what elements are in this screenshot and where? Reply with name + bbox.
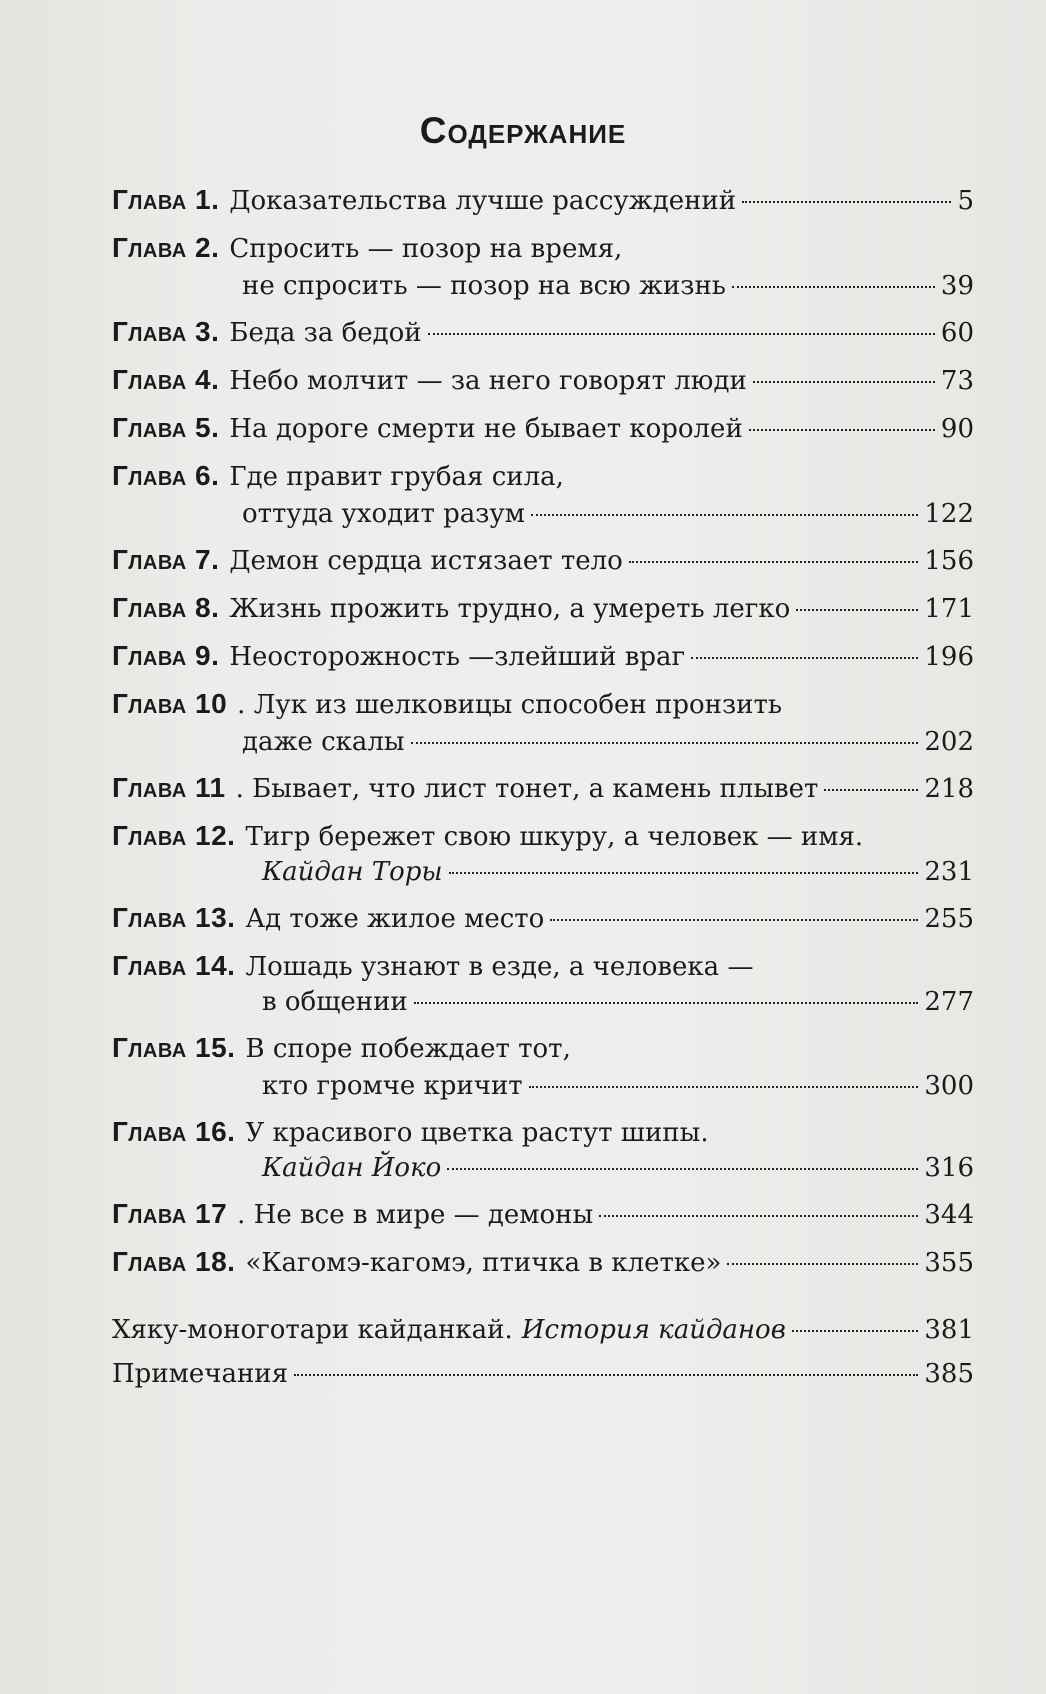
toc-entry[interactable] xyxy=(112,180,974,221)
chapter-title: Небо молчит — за него говорят люди xyxy=(229,366,747,396)
chapter-title: Жизнь прожить трудно, а умереть легко xyxy=(229,594,791,624)
extra-title: Примечания xyxy=(112,1359,289,1389)
page-number: 122 xyxy=(924,499,974,529)
chapter-subtitle: кто громче кричит xyxy=(262,1071,523,1101)
toc-entry-continuation[interactable] xyxy=(112,494,974,534)
chapter-title: Ад тоже жилое место xyxy=(245,904,545,934)
page-number: 196 xyxy=(924,642,974,672)
dot-leader xyxy=(732,286,935,288)
chapter-label: Глава 2. xyxy=(112,232,220,263)
chapter-label: Глава 4. xyxy=(112,364,220,395)
chapter-label: Глава 10 xyxy=(112,688,228,719)
toc-entry-continuation[interactable] xyxy=(112,982,974,1022)
toc-extra-entry[interactable] xyxy=(112,1310,974,1350)
chapter-label: Глава 12. xyxy=(112,820,236,851)
chapter-label: Глава 5. xyxy=(112,412,220,443)
page-number: 39 xyxy=(940,271,974,301)
page-number: 316 xyxy=(924,1153,974,1183)
dot-leader xyxy=(796,609,918,611)
toc-entry[interactable] xyxy=(112,636,974,677)
chapter-title: Беда за бедой xyxy=(229,318,422,348)
chapter-label: Глава 8. xyxy=(112,592,220,623)
page-number: 255 xyxy=(924,904,974,934)
toc-entry[interactable] xyxy=(112,312,974,353)
page-number: 231 xyxy=(924,857,974,887)
extra-title-italic: История кайданов xyxy=(521,1315,786,1345)
dot-leader xyxy=(629,561,919,563)
chapter-label: Глава 9. xyxy=(112,640,220,671)
dot-leader xyxy=(411,742,919,744)
page-number: 300 xyxy=(924,1071,974,1101)
chapter-label: Глава 7. xyxy=(112,544,220,575)
page-number: 218 xyxy=(924,774,974,804)
toc-extra-entry[interactable] xyxy=(112,1354,974,1394)
page-number: 277 xyxy=(924,987,974,1017)
toc-entry-continuation[interactable] xyxy=(112,852,974,892)
chapter-title: Неосторожность —злейший враг xyxy=(229,642,686,672)
dot-leader xyxy=(449,872,919,874)
page-number: 156 xyxy=(924,546,974,576)
toc-entry-continuation[interactable] xyxy=(112,266,974,306)
chapter-title: На дороге смерти не бывает королей xyxy=(229,414,743,444)
page-number: 344 xyxy=(924,1200,974,1230)
toc-entry[interactable] xyxy=(112,588,974,629)
toc-entry[interactable] xyxy=(112,1194,974,1235)
toc-entry[interactable] xyxy=(112,540,974,581)
dot-leader xyxy=(691,657,918,659)
chapter-title: У красивого цветка растут шипы. xyxy=(245,1118,709,1148)
toc-entry-continuation[interactable] xyxy=(112,722,974,762)
dot-leader xyxy=(749,429,935,431)
toc-entry[interactable] xyxy=(112,684,974,725)
toc-entry[interactable] xyxy=(112,816,974,857)
toc-entry[interactable] xyxy=(112,1112,974,1153)
toc-entry[interactable] xyxy=(112,1242,974,1283)
chapter-title: . Бывает, что лист тонет, а камень плывет xyxy=(235,774,819,804)
chapter-label: Глава 17 xyxy=(112,1198,228,1229)
chapter-subtitle: в общении xyxy=(262,987,408,1017)
chapter-title: Демон сердца истязает тело xyxy=(229,546,623,576)
page-number: 171 xyxy=(924,594,974,624)
page-number: 202 xyxy=(924,727,974,757)
extra-title: Хяку-моноготари кайданкай. xyxy=(112,1315,513,1345)
chapter-subtitle: даже скалы xyxy=(242,727,405,757)
chapter-title: В споре побеждает тот, xyxy=(245,1034,571,1064)
dot-leader xyxy=(792,1330,919,1332)
toc-entry[interactable] xyxy=(112,946,974,987)
toc-entry[interactable] xyxy=(112,768,974,809)
dot-leader xyxy=(531,514,918,516)
page-number: 355 xyxy=(924,1248,974,1278)
chapter-label: Глава 15. xyxy=(112,1032,236,1063)
page-number: 381 xyxy=(924,1315,974,1345)
chapter-subtitle: Кайдан Торы xyxy=(262,857,443,887)
chapter-title: Тигр бережет свою шкуру, а человек — имя. xyxy=(245,822,864,852)
page-number: 385 xyxy=(924,1359,974,1389)
chapter-subtitle: не спросить — позор на всю жизнь xyxy=(242,271,726,301)
dot-leader xyxy=(447,1168,918,1170)
chapter-label: Глава 6. xyxy=(112,460,220,491)
chapter-label: Глава 11 xyxy=(112,772,226,803)
chapter-label: Глава 1. xyxy=(112,184,220,215)
toc-entry[interactable] xyxy=(112,408,974,449)
chapter-title: «Кагомэ-кагомэ, птичка в клетке» xyxy=(245,1248,722,1278)
chapter-title: Доказательства лучше рассуждений xyxy=(229,186,737,216)
dot-leader xyxy=(727,1263,918,1265)
dot-leader xyxy=(550,919,918,921)
chapter-label: Глава 13. xyxy=(112,902,236,933)
dot-leader xyxy=(599,1215,918,1217)
toc-entry[interactable] xyxy=(112,1028,974,1069)
chapter-title: . Не все в мире — демоны xyxy=(237,1200,594,1230)
page-title: Содержание xyxy=(419,110,627,151)
chapter-label: Глава 14. xyxy=(112,950,236,981)
page-number: 73 xyxy=(940,366,974,396)
chapter-subtitle: Кайдан Йоко xyxy=(262,1153,442,1183)
toc-entry-continuation[interactable] xyxy=(112,1148,974,1188)
chapter-title: Спросить — позор на время, xyxy=(229,234,623,264)
dot-leader xyxy=(414,1002,919,1004)
toc-entry-continuation[interactable] xyxy=(112,1066,974,1106)
chapter-title: . Лук из шелковицы способен пронзить xyxy=(237,690,783,720)
chapter-subtitle: оттуда уходит разум xyxy=(242,499,525,529)
dot-leader xyxy=(428,333,935,335)
dot-leader xyxy=(753,381,935,383)
toc-entry[interactable] xyxy=(112,456,974,497)
chapter-label: Глава 3. xyxy=(112,316,220,347)
dot-leader xyxy=(294,1374,918,1376)
dot-leader xyxy=(824,789,918,791)
dot-leader xyxy=(742,201,951,203)
page-number: 60 xyxy=(940,318,974,348)
toc-entry[interactable] xyxy=(112,360,974,401)
chapter-title: Где правит грубая сила, xyxy=(229,462,564,492)
toc-entry[interactable] xyxy=(112,228,974,269)
chapter-label: Глава 16. xyxy=(112,1116,236,1147)
page-number: 5 xyxy=(957,186,974,216)
chapter-title: Лошадь узнают в езде, а человека — xyxy=(245,952,754,982)
toc-entry[interactable] xyxy=(112,898,974,939)
page-number: 90 xyxy=(940,414,974,444)
dot-leader xyxy=(529,1086,919,1088)
chapter-label: Глава 18. xyxy=(112,1246,236,1277)
